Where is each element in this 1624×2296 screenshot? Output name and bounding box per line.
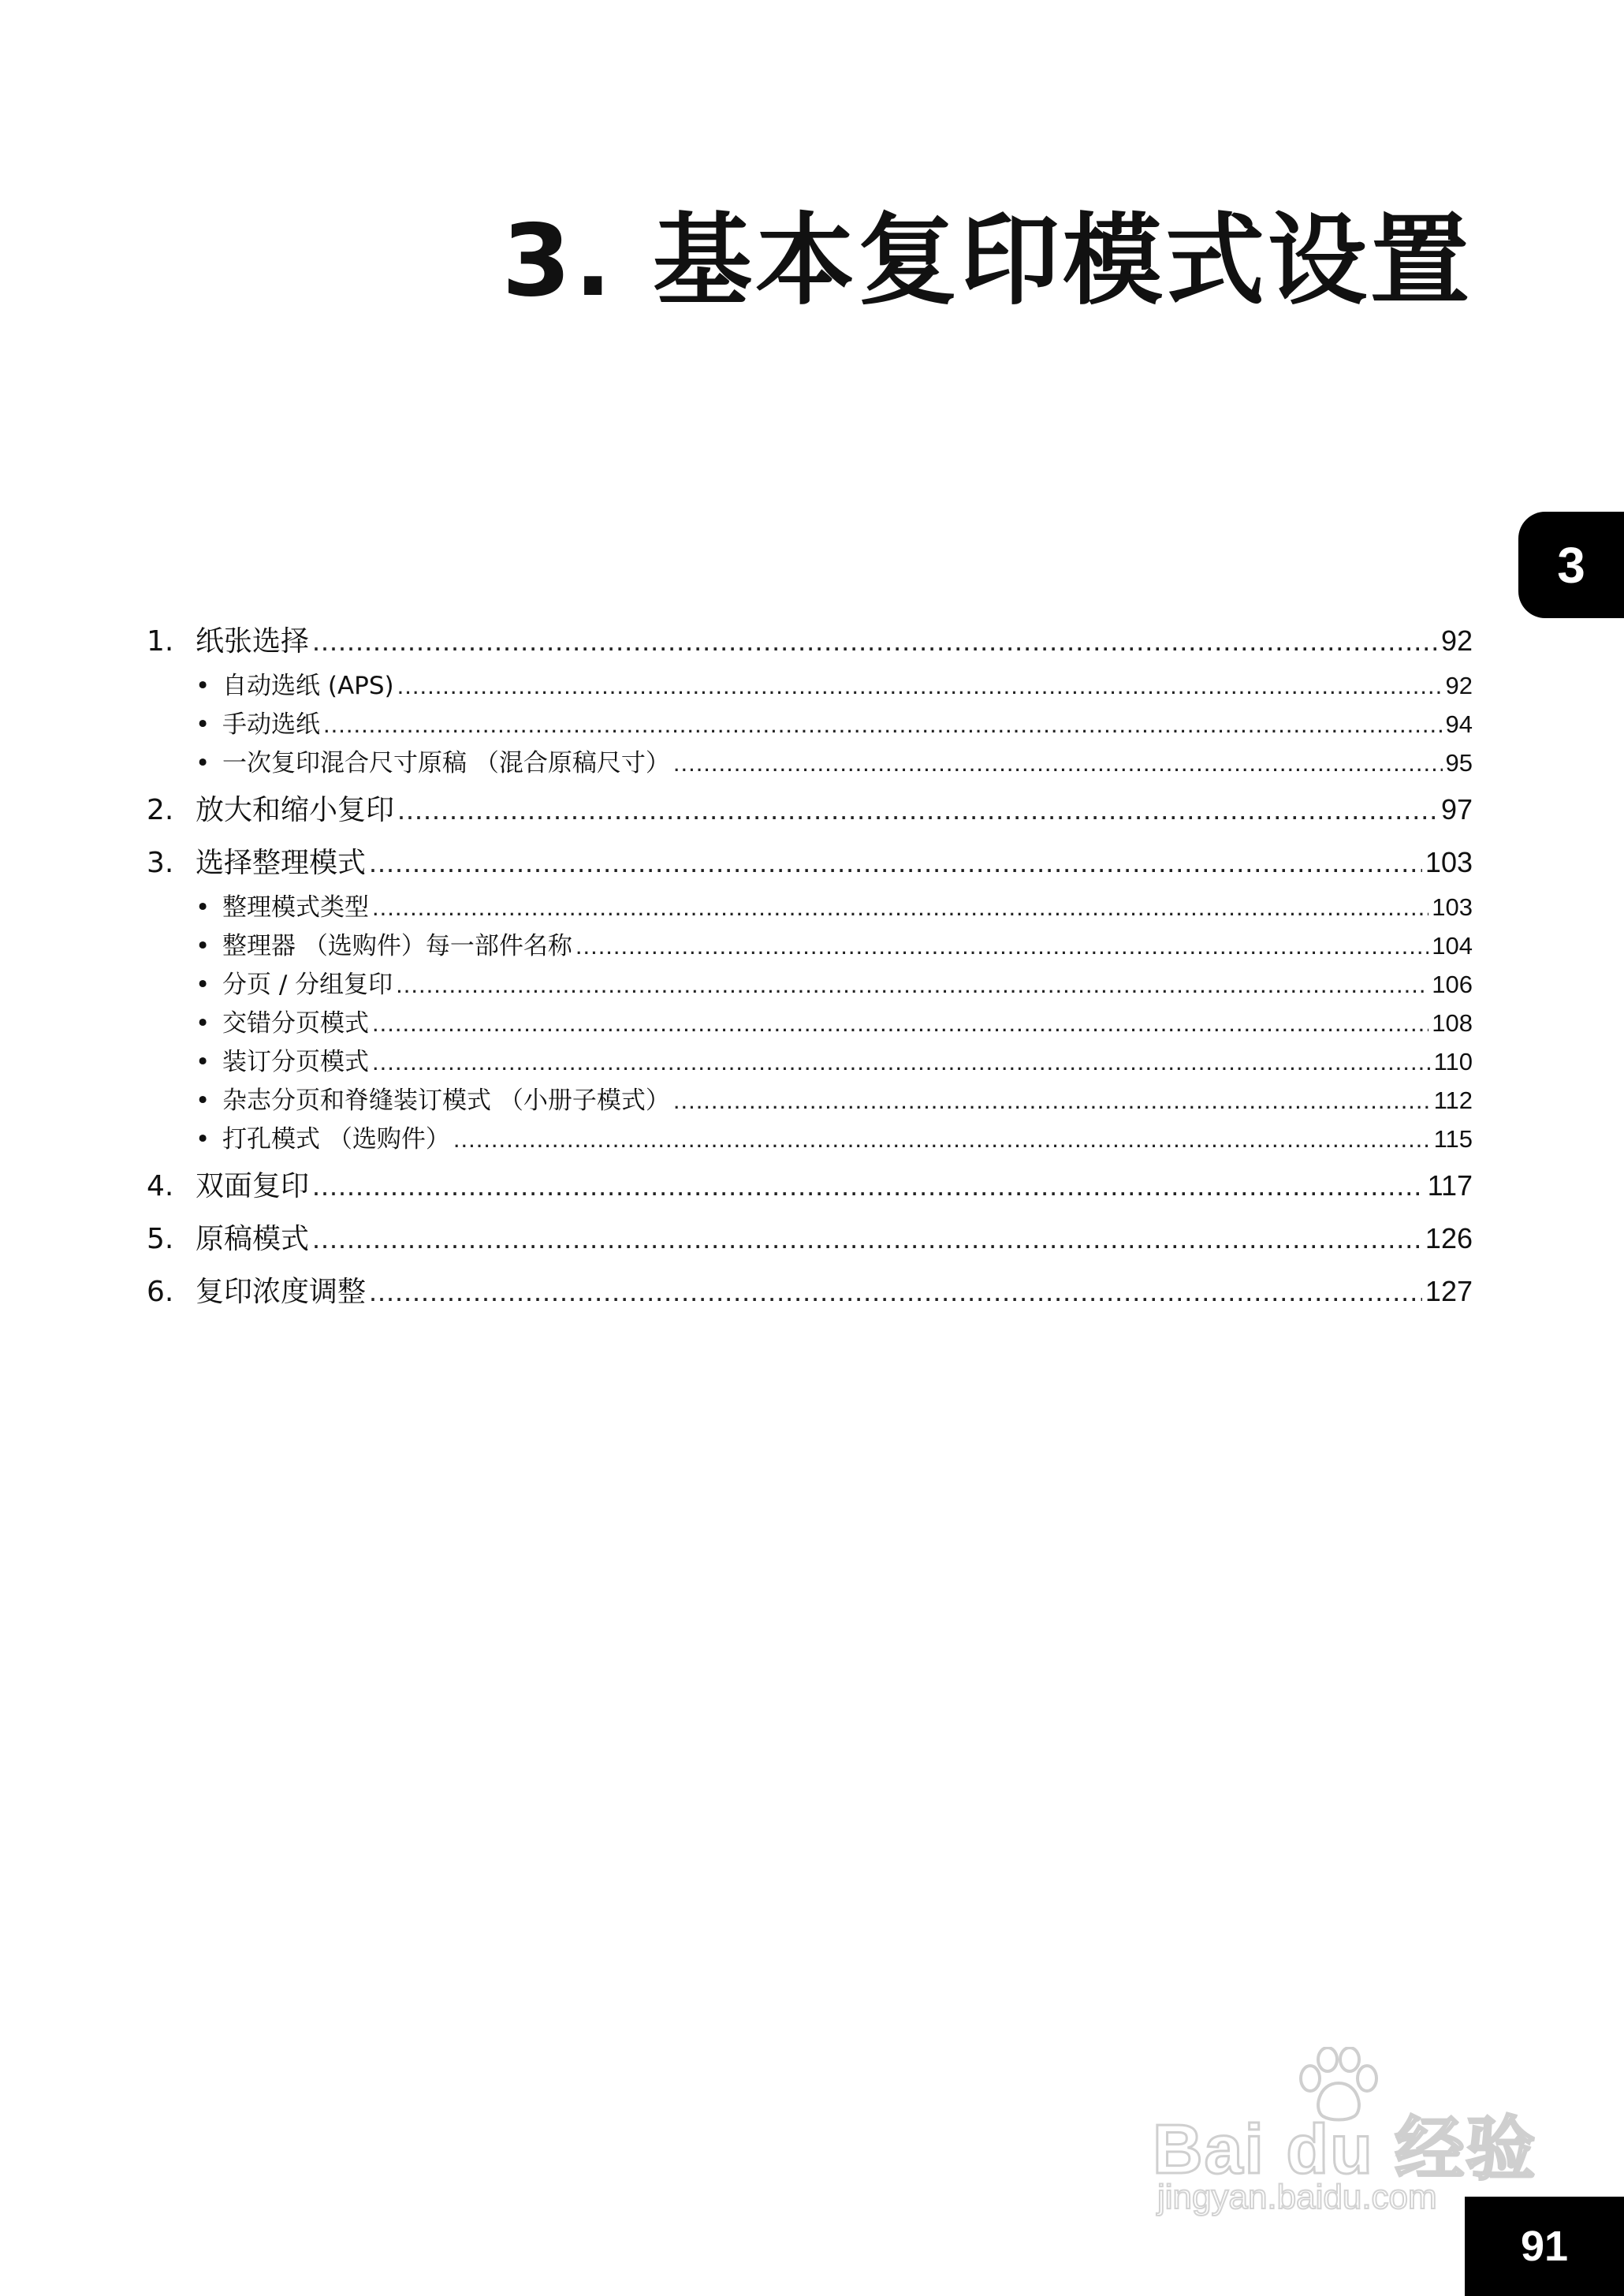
toc-bullet: • bbox=[196, 1048, 210, 1076]
toc-subsection-row[interactable] bbox=[147, 1081, 1473, 1120]
toc-page-number: 126 bbox=[1425, 1222, 1473, 1254]
toc-dot-leader bbox=[372, 1042, 1431, 1081]
toc-dot-leader bbox=[312, 1213, 1422, 1264]
toc-dot-leader bbox=[369, 1265, 1422, 1317]
toc-bullet: • bbox=[196, 749, 210, 777]
chapter-title: 3. 基本复印模式设置 bbox=[501, 203, 1473, 319]
toc-section-number: 4. bbox=[147, 1170, 174, 1202]
toc-entry-label: 一次复印混合尺寸原稿 （混合原稿尺寸） bbox=[222, 749, 670, 777]
toc-section-number: 6. bbox=[147, 1276, 174, 1308]
toc-dot-leader bbox=[312, 615, 1438, 666]
toc-subsection-row[interactable] bbox=[147, 705, 1473, 744]
toc-dot-leader bbox=[369, 837, 1422, 888]
toc-entry-label: 选择整理模式 bbox=[196, 847, 367, 879]
toc-section-number: 1. bbox=[147, 625, 174, 658]
watermark-url: jingyan.baidu.com bbox=[1157, 2178, 1437, 2216]
toc-page-number: 94 bbox=[1445, 710, 1473, 738]
toc-section-number: 3. bbox=[147, 847, 174, 879]
toc-page-number: 95 bbox=[1445, 749, 1473, 777]
toc-dot-leader bbox=[397, 784, 1438, 835]
toc-page-number: 110 bbox=[1433, 1048, 1473, 1075]
toc-dot-leader bbox=[453, 1120, 1431, 1158]
toc-page-number: 92 bbox=[1445, 672, 1473, 699]
toc-page-number: 115 bbox=[1433, 1125, 1473, 1153]
toc-page-number: 104 bbox=[1432, 932, 1473, 960]
toc-bullet: • bbox=[196, 672, 210, 700]
toc-subsection-row[interactable] bbox=[147, 744, 1473, 782]
toc-bullet: • bbox=[196, 1125, 210, 1154]
toc-entry-label: 双面复印 bbox=[196, 1170, 310, 1202]
toc-bullet: • bbox=[196, 710, 210, 739]
toc-entry-label: 整理模式类型 bbox=[222, 893, 369, 922]
toc-entry-label: 放大和缩小复印 bbox=[196, 794, 395, 826]
page-number bbox=[1465, 2197, 1624, 2296]
toc-entry-label: 交错分页模式 bbox=[222, 1009, 369, 1038]
toc-entry-label: 打孔模式 （选购件） bbox=[222, 1125, 450, 1154]
toc-subsection-row[interactable] bbox=[147, 926, 1473, 965]
toc-section-row[interactable] bbox=[147, 837, 1473, 888]
toc-page-number: 108 bbox=[1432, 1009, 1473, 1037]
toc-page-number: 106 bbox=[1432, 971, 1473, 998]
toc-dot-leader bbox=[575, 926, 1428, 965]
toc-section-number: 2. bbox=[147, 794, 174, 826]
toc-bullet: • bbox=[196, 932, 210, 960]
toc-section-number: 5. bbox=[147, 1223, 174, 1255]
toc-subsection-row[interactable] bbox=[147, 1042, 1473, 1081]
toc-page-number: 112 bbox=[1433, 1086, 1473, 1114]
toc-dot-leader bbox=[673, 744, 1443, 782]
toc-subsection-row[interactable] bbox=[147, 965, 1473, 1004]
toc-dot-leader bbox=[372, 1004, 1428, 1042]
toc-subsection-row[interactable] bbox=[147, 888, 1473, 926]
toc-entry-label: 纸张选择 bbox=[196, 625, 310, 658]
toc-bullet: • bbox=[196, 1009, 210, 1038]
toc-section-row[interactable] bbox=[147, 784, 1473, 835]
toc-page-number: 117 bbox=[1427, 1169, 1473, 1202]
toc-page-number: 127 bbox=[1425, 1275, 1473, 1307]
chapter-tab-number: 3 bbox=[1557, 536, 1585, 594]
toc-entry-label: 装订分页模式 bbox=[222, 1048, 369, 1076]
toc-entry-label: 杂志分页和脊缝装订模式 （小册子模式） bbox=[222, 1086, 670, 1115]
toc-bullet: • bbox=[196, 893, 210, 922]
toc-page-number: 103 bbox=[1425, 846, 1473, 878]
toc-bullet: • bbox=[196, 971, 210, 999]
toc-entry-label: 整理器 （选购件）每一部件名称 bbox=[222, 932, 572, 960]
table-of-contents bbox=[147, 615, 1473, 1317]
toc-subsection-row[interactable] bbox=[147, 666, 1473, 705]
toc-section-row[interactable] bbox=[147, 1213, 1473, 1264]
toc-page-number: 92 bbox=[1440, 624, 1473, 657]
toc-page-number: 103 bbox=[1432, 893, 1473, 921]
toc-bullet: • bbox=[196, 1086, 210, 1115]
chapter-tab bbox=[1518, 512, 1624, 618]
toc-dot-leader bbox=[323, 705, 1443, 744]
toc-dot-leader bbox=[673, 1081, 1431, 1120]
toc-subsection-row[interactable] bbox=[147, 1120, 1473, 1158]
toc-entry-label: 手动选纸 bbox=[222, 710, 320, 739]
toc-dot-leader bbox=[312, 1160, 1425, 1211]
toc-entry-label: 分页 / 分组复印 bbox=[222, 971, 393, 999]
toc-dot-leader bbox=[372, 888, 1428, 926]
toc-entry-label: 复印浓度调整 bbox=[196, 1276, 367, 1308]
toc-page-number: 97 bbox=[1440, 793, 1473, 826]
toc-subsection-row[interactable] bbox=[147, 1004, 1473, 1042]
toc-entry-label: 自动选纸 (APS) bbox=[222, 672, 394, 700]
toc-dot-leader bbox=[397, 666, 1443, 705]
page-number-text: 91 bbox=[1520, 2223, 1569, 2270]
toc-dot-leader bbox=[396, 965, 1428, 1004]
toc-section-row[interactable] bbox=[147, 1160, 1473, 1211]
toc-section-row[interactable] bbox=[147, 615, 1473, 666]
toc-entry-label: 原稿模式 bbox=[196, 1223, 310, 1255]
watermark-brand: Bai du 经验 bbox=[1153, 2110, 1537, 2188]
toc-section-row[interactable] bbox=[147, 1265, 1473, 1317]
